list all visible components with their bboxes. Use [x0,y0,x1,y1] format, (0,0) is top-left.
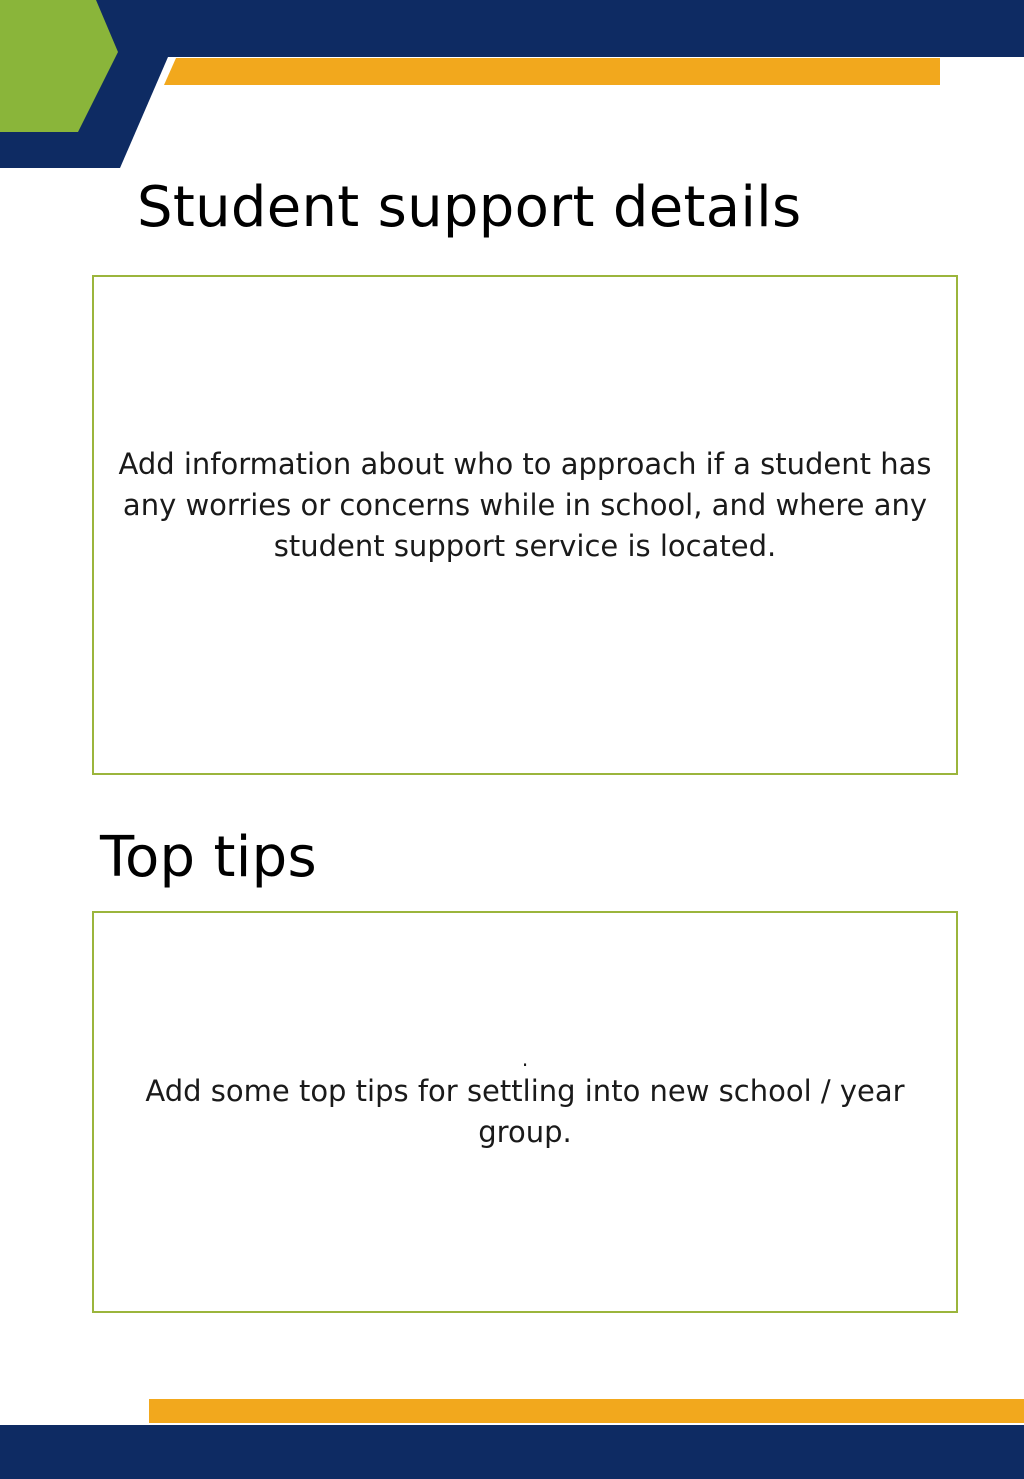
student-support-heading: Student support details [137,175,802,240]
top-tips-text-block [94,1049,956,1153]
top-tips-dot: . [521,1047,529,1071]
footer-orange-stripe [149,1399,1024,1423]
top-tips-heading: Top tips [100,825,317,890]
top-tips-text: Add some top tips for settling into new school / year group. [145,1074,905,1149]
footer-navy-bar [0,1425,1024,1479]
header-orange-stripe [164,58,940,85]
footer-decoration [0,1395,1024,1479]
header-decoration [0,0,1024,170]
student-support-text: Add information about who to approach if a student has any worries or concerns while in school, and where any student support service is located. [118,446,932,563]
top-tips-box [92,911,958,1313]
student-support-box [92,275,958,775]
